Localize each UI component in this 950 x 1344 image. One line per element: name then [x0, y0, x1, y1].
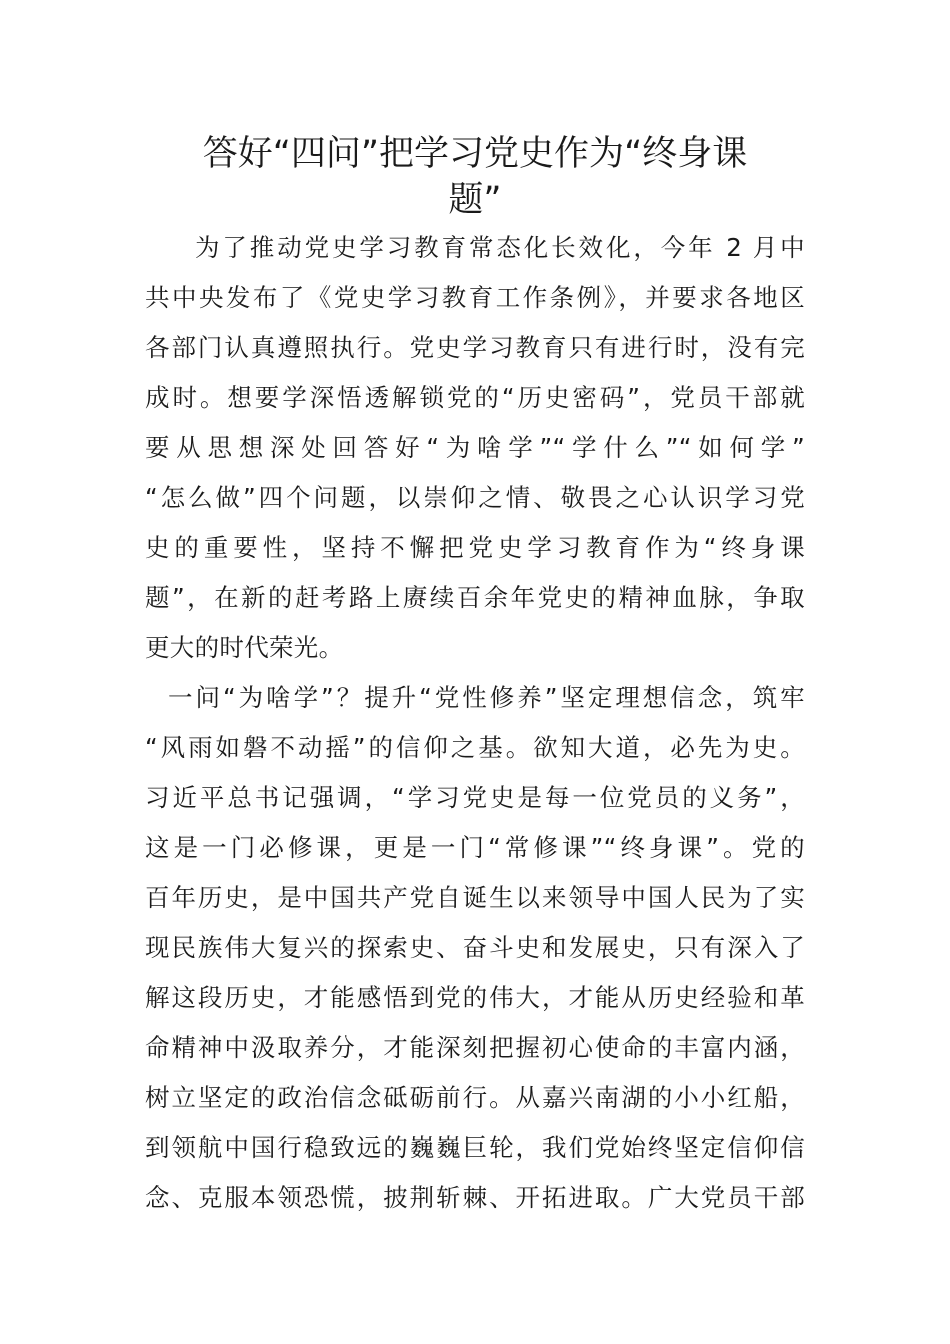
paragraph-line: 百年历史，是中国共产党自诞生以来领导中国人民为了实: [145, 883, 805, 912]
paragraph-line: “怎么做”四个问题，以崇仰之情、敬畏之心认识学习党: [145, 483, 805, 512]
title-line-2: 题”: [448, 180, 502, 220]
paragraph-line: 命精神中汲取养分，才能深刻把握初心使命的丰富内涵，: [145, 1033, 805, 1062]
paragraph-line: 各部门认真遵照执行。党史学习教育只有进行时，没有完: [145, 333, 805, 362]
paragraph-line: 现民族伟大复兴的探索史、奋斗史和发展史，只有深入了: [145, 933, 805, 962]
paragraph-line: 题”，在新的赶考路上赓续百余年党史的精神血脉，争取: [145, 583, 805, 612]
paragraph-line: 更大的时代荣光。: [145, 633, 344, 662]
paragraph-line: 树立坚定的政治信念砥砺前行。从嘉兴南湖的小小红船，: [145, 1083, 805, 1112]
paragraph-line: 为了推动党史学习教育常态化长效化，今年 2 月中: [195, 233, 805, 262]
paragraph-line: 共中央发布了《党史学习教育工作条例》，并要求各地区: [145, 283, 805, 312]
paragraph-line: 成时。想要学深悟透解锁党的“历史密码”，党员干部就: [145, 383, 805, 412]
paragraph-line: 念、克服本领恐慌，披荆斩棘、开拓进取。广大党员干部: [145, 1183, 805, 1212]
paragraph-line: 到领航中国行稳致远的巍巍巨轮，我们党始终坚定信仰信: [145, 1133, 805, 1162]
paragraph-line: 一问“为啥学”？提升“党性修养”坚定理想信念，筑牢: [168, 683, 805, 712]
paragraph-line: 解这段历史，才能感悟到党的伟大，才能从历史经验和革: [145, 983, 805, 1012]
paragraph-line: 习近平总书记强调，“学习党史是每一位党员的义务”，: [145, 783, 805, 812]
paragraph-line: 要从思想深处回答好“为啥学”“学什么”“如何学”: [145, 433, 805, 462]
paragraph-line: 这是一门必修课，更是一门“常修课”“终身课”。党的: [145, 833, 805, 862]
paragraph-line: 史的重要性，坚持不懈把党史学习教育作为“终身课: [145, 533, 805, 562]
title-line-1: 答好“四问”把学习党史作为“终身课: [202, 134, 748, 174]
paragraph-line: “风雨如磐不动摇”的信仰之基。欲知大道，必先为史。: [145, 733, 805, 762]
